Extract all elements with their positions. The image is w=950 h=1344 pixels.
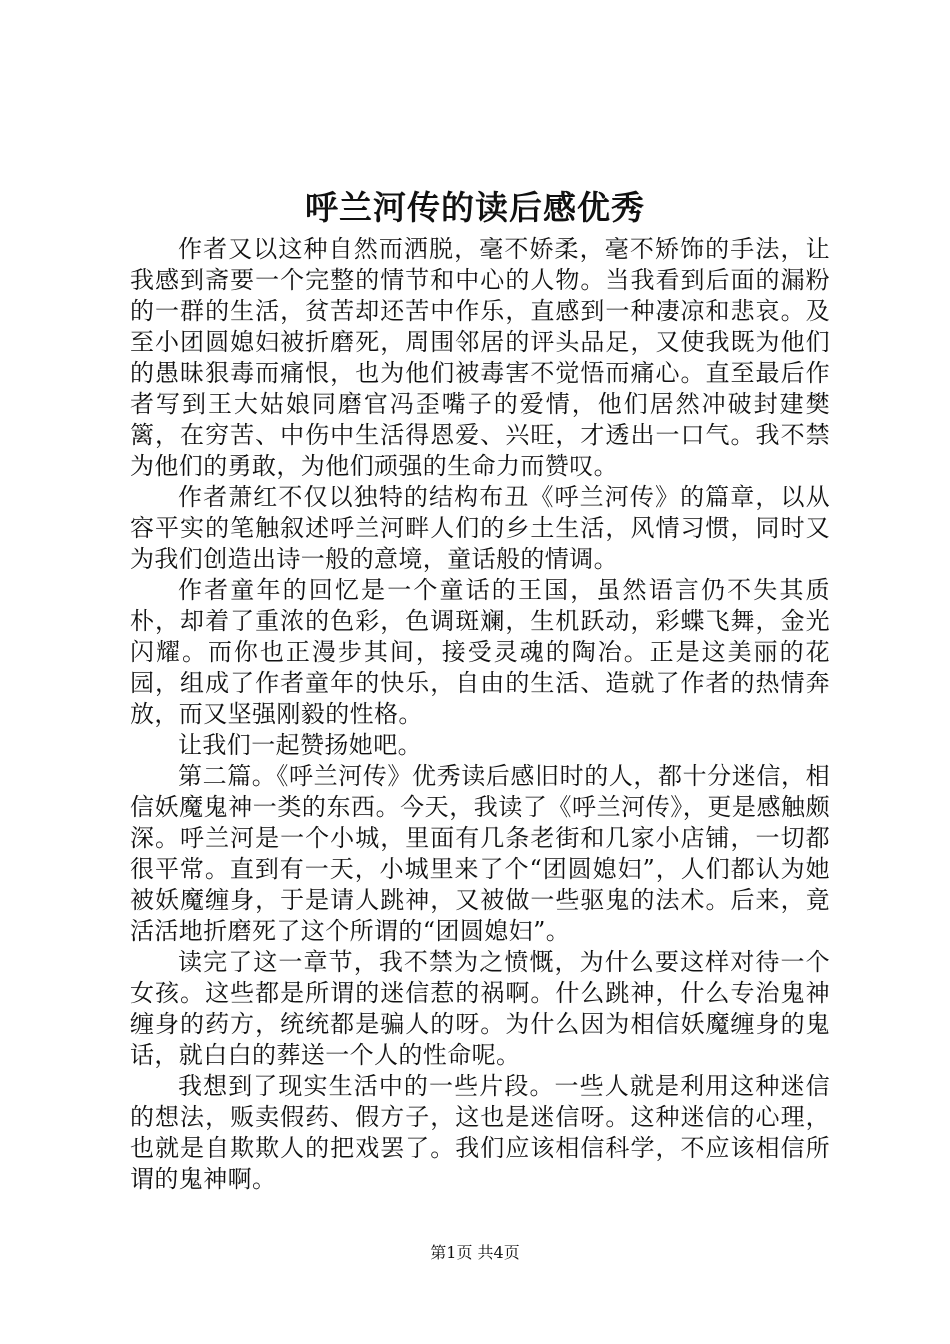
page-footer: 第1页 共4页 <box>430 1243 520 1262</box>
paragraph: 我想到了现实生活中的一些片段。一些人就是利用这种迷信的想法，贩卖假药、假方子，这也是迷信呀。这种迷信的心理，也就是自欺欺人的把戏罢了。我们应该相信科学，不应该相信所谓的鬼神啊。 <box>130 1072 830 1193</box>
paragraph: 读完了这一章节，我不禁为之愤慨，为什么要这样对待一个女孩。这些都是所谓的迷信惹的祸啊。什么跳神，什么专治鬼神缠身的药方，统统都是骗人的呀。为什么因为相信妖魔缠身的鬼话，就白白的葬送一个人的性命呢。 <box>130 948 830 1069</box>
paragraph: 作者童年的回忆是一个童话的王国，虽然语言仍不失其质朴，却着了重浓的色彩，色调斑斓，生机跃动，彩蝶飞舞，金光闪耀。而你也正漫步其间，接受灵魂的陶冶。正是这美丽的花园，组成了作者童年的快乐，自由的生活、造就了作者的热情奔放，而又坚强刚毅的性格。 <box>130 576 830 728</box>
paragraph: 作者萧红不仅以独特的结构布丑《呼兰河传》的篇章，以从容平实的笔触叙述呼兰河畔人们的乡土生活，风情习惯，同时又为我们创造出诗一般的意境，童话般的情调。 <box>130 483 830 573</box>
document-title: 呼兰河传的读后感优秀 <box>305 188 645 227</box>
paragraph: 让我们一起赞扬她吧。 <box>178 731 422 759</box>
paragraph: 作者又以这种自然而洒脱，毫不娇柔，毫不矫饰的手法，让我感到斋要一个完整的情节和中心的人物。当我看到后面的漏粉的一群的生活，贫苦却还苦中作乐，直感到一种凄凉和悲哀。及至小团圆媳妇被折磨死，周围邻居的评头品足，又使我既为他们的愚昧狠毒而痛恨，也为他们被毒害不觉悟而痛心。直至最后作者写到王大姑娘同磨官冯歪嘴子的爱情，他们居然冲破封建樊篱，在穷苦、中伤中生活得恩爱、兴旺，才透出一口气。我不禁为他们的勇敢，为他们顽强的生命力而赞叹。 <box>130 235 830 480</box>
document-body <box>130 234 830 1195</box>
paragraph: 第二篇。《呼兰河传》优秀读后感旧时的人，都十分迷信，相信妖魔鬼神一类的东西。今天，我读了《呼兰河传》，更是感触颇深。呼兰河是一个小城，里面有几条老街和几家小店铺，一切都很平常。直到有一天，小城里来了个“团圆媳妇”，人们都认为她被妖魔缠身，于是请人跳神，又被做一些驱鬼的法术。后来，竟活活地折磨死了这个所谓的“团圆媳妇”。 <box>130 762 830 945</box>
